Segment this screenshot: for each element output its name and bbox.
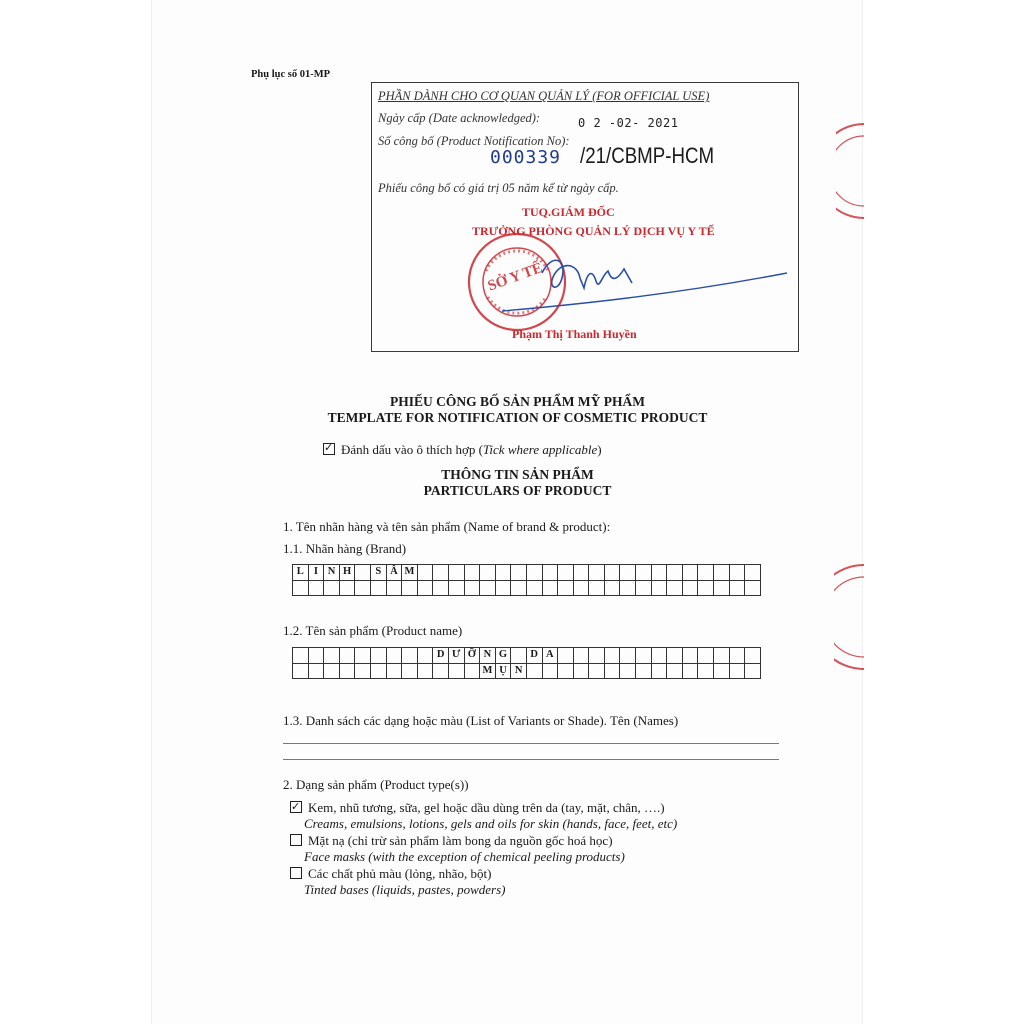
grid-cell <box>714 648 730 664</box>
grid-cell <box>355 663 371 679</box>
variants-line-1 <box>283 743 779 744</box>
grid-cell <box>589 565 605 581</box>
grid-cell <box>589 648 605 664</box>
grid-cell <box>604 580 620 596</box>
grid-cell <box>589 663 605 679</box>
grid-cell <box>526 663 542 679</box>
grid-cell <box>745 580 761 596</box>
grid-cell <box>745 648 761 664</box>
title-vi: PHIẾU CÔNG BỐ SẢN PHẨM MỸ PHẨM <box>390 394 645 409</box>
section-title-en: PARTICULARS OF PRODUCT <box>423 483 612 498</box>
grid-cell <box>511 648 527 664</box>
grid-cell: Ỡ <box>464 648 480 664</box>
product-type-option[interactable] <box>290 800 677 832</box>
grid-cell <box>729 648 745 664</box>
grid-cell <box>402 648 418 664</box>
grid-cell <box>604 663 620 679</box>
grid-cell <box>370 648 386 664</box>
grid-cell <box>651 648 667 664</box>
grid-cell <box>698 648 714 664</box>
grid-cell <box>526 580 542 596</box>
signature <box>492 233 792 323</box>
grid-cell <box>370 580 386 596</box>
grid-cell <box>355 565 371 581</box>
grid-cell <box>464 663 480 679</box>
grid-cell <box>417 580 433 596</box>
grid-cell <box>542 565 558 581</box>
grid-cell <box>308 663 324 679</box>
grid-cell: N <box>511 663 527 679</box>
grid-cell <box>324 580 340 596</box>
tick-note-close: ) <box>597 442 602 457</box>
product-type-vi: Kem, nhũ tương, sữa, gel hoặc dầu dùng trên da (tay, mặt, chân, ….) <box>308 800 665 815</box>
grid-cell <box>745 565 761 581</box>
grid-cell <box>293 663 309 679</box>
grid-cell: Ư <box>448 648 464 664</box>
grid-cell <box>729 663 745 679</box>
checkbox-icon[interactable] <box>290 834 302 846</box>
grid-cell <box>667 580 683 596</box>
grid-cell <box>620 565 636 581</box>
grid-cell <box>511 580 527 596</box>
grid-cell <box>480 580 496 596</box>
notification-number-suffix: /21/CBMP-HCM <box>580 143 715 168</box>
grid-cell: Â <box>386 565 402 581</box>
product-type-option[interactable] <box>290 833 625 865</box>
grid-cell <box>682 648 698 664</box>
grid-cell <box>355 580 371 596</box>
grid-cell <box>370 663 386 679</box>
tick-note-vi: Đánh dấu vào ô thích hợp ( <box>341 442 483 457</box>
checkbox-icon[interactable] <box>290 867 302 879</box>
question-1-1: 1.1. Nhãn hàng (Brand) <box>283 541 407 556</box>
grid-cell <box>433 565 449 581</box>
grid-cell: A <box>542 648 558 664</box>
grid-cell <box>417 565 433 581</box>
grid-cell: M <box>480 663 496 679</box>
grid-cell: N <box>324 565 340 581</box>
variants-line-2 <box>283 759 779 760</box>
section-title-vi: THÔNG TIN SẢN PHẨM <box>441 467 594 482</box>
grid-cell <box>339 580 355 596</box>
grid-cell <box>604 648 620 664</box>
grid-cell: D <box>433 648 449 664</box>
grid-cell <box>448 565 464 581</box>
grid-cell <box>636 565 652 581</box>
grid-cell <box>682 580 698 596</box>
signer-name: Phạm Thị Thanh Huyền <box>512 327 637 341</box>
tick-note-en: Tick where applicable <box>482 442 598 457</box>
grid-cell <box>636 648 652 664</box>
grid-cell <box>573 580 589 596</box>
grid-cell <box>636 580 652 596</box>
validity-note: Phiếu công bố có giá trị 05 năm kể từ ngày cấp. <box>378 181 619 195</box>
grid-cell <box>339 663 355 679</box>
date-acknowledged-value: 0 2 -02- 2021 <box>578 116 679 130</box>
grid-cell <box>573 565 589 581</box>
product-type-vi: Các chất phủ màu (lỏng, nhão, bột) <box>308 866 492 881</box>
grid-cell <box>526 565 542 581</box>
grid-cell <box>651 565 667 581</box>
grid-cell <box>714 565 730 581</box>
question-2: 2. Dạng sản phẩm (Product type(s)) <box>283 777 469 792</box>
product-type-en: Face masks (with the exception of chemical peeling products) <box>304 849 625 864</box>
grid-cell <box>417 648 433 664</box>
product-type-en: Tinted bases (liquids, pastes, powders) <box>304 882 506 897</box>
grid-cell <box>729 565 745 581</box>
product-name-grid <box>292 647 761 679</box>
title-en: TEMPLATE FOR NOTIFICATION OF COSMETIC PRODUCT <box>327 410 708 425</box>
grid-cell <box>667 565 683 581</box>
grid-cell <box>636 663 652 679</box>
grid-cell <box>573 663 589 679</box>
grid-cell <box>293 580 309 596</box>
grid-cell <box>651 663 667 679</box>
grid-cell <box>355 648 371 664</box>
grid-cell <box>511 565 527 581</box>
grid-cell: S <box>370 565 386 581</box>
grid-cell <box>667 663 683 679</box>
grid-cell <box>620 648 636 664</box>
grid-cell <box>542 663 558 679</box>
grid-cell <box>698 663 714 679</box>
grid-cell <box>308 580 324 596</box>
grid-cell <box>339 648 355 664</box>
signer-position-1: TUQ.GIÁM ĐỐC <box>522 205 615 219</box>
grid-cell <box>573 648 589 664</box>
grid-row <box>293 663 761 679</box>
grid-cell <box>386 580 402 596</box>
question-1-2: 1.2. Tên sản phẩm (Product name) <box>283 623 463 638</box>
grid-cell <box>448 663 464 679</box>
grid-cell <box>417 663 433 679</box>
grid-cell <box>495 565 511 581</box>
grid-cell <box>480 565 496 581</box>
grid-cell <box>698 580 714 596</box>
grid-cell <box>448 580 464 596</box>
grid-cell: L <box>293 565 309 581</box>
grid-cell <box>293 648 309 664</box>
tick-note-checkbox-icon <box>323 443 335 455</box>
stamp-text: SỞ Y TẾ <box>485 260 545 295</box>
brand-grid <box>292 564 761 596</box>
notification-number-label: Số công bố (Product Notification No): <box>378 134 570 148</box>
grid-row <box>293 580 761 596</box>
grid-cell <box>402 663 418 679</box>
grid-cell <box>558 663 574 679</box>
grid-cell <box>620 663 636 679</box>
grid-cell <box>589 580 605 596</box>
grid-cell: M <box>402 565 418 581</box>
grid-cell <box>495 580 511 596</box>
grid-cell: N <box>480 648 496 664</box>
grid-cell <box>714 580 730 596</box>
product-type-option[interactable] <box>290 866 506 898</box>
product-type-en: Creams, emulsions, lotions, gels and oils for skin (hands, face, feet, etc) <box>304 816 678 831</box>
signer-position-2: TRƯỞNG PHÒNG QUẢN LÝ DỊCH VỤ Y TẾ <box>472 224 715 238</box>
grid-cell <box>651 580 667 596</box>
grid-cell <box>464 565 480 581</box>
grid-cell <box>464 580 480 596</box>
grid-cell <box>682 565 698 581</box>
grid-cell <box>402 580 418 596</box>
grid-cell: G <box>495 648 511 664</box>
grid-row <box>293 565 761 581</box>
grid-cell: I <box>308 565 324 581</box>
grid-cell <box>745 663 761 679</box>
grid-cell <box>682 663 698 679</box>
grid-cell <box>604 565 620 581</box>
edge-stamp-top <box>836 122 866 220</box>
grid-cell <box>558 648 574 664</box>
grid-cell <box>620 580 636 596</box>
grid-cell <box>308 648 324 664</box>
tick-note <box>323 442 602 458</box>
grid-cell <box>558 580 574 596</box>
edge-stamp-bottom <box>834 563 866 671</box>
appendix-label: Phụ lục số 01-MP <box>251 69 331 80</box>
official-use-box <box>371 82 799 352</box>
official-title: PHẦN DÀNH CHO CƠ QUAN QUẢN LÝ (FOR OFFICIAL USE) <box>378 89 710 103</box>
grid-cell <box>386 648 402 664</box>
grid-cell <box>542 580 558 596</box>
grid-cell <box>433 663 449 679</box>
grid-cell: H <box>339 565 355 581</box>
grid-cell <box>324 648 340 664</box>
product-type-vi: Mặt nạ (chỉ trừ sản phẩm làm bong da nguồn gốc hoá học) <box>308 833 613 848</box>
date-acknowledged-label: Ngày cấp (Date acknowledged): <box>378 111 541 125</box>
grid-cell <box>714 663 730 679</box>
grid-cell <box>386 663 402 679</box>
question-1: 1. Tên nhãn hàng và tên sản phẩm (Name of brand & product): <box>283 519 611 534</box>
question-1-3: 1.3. Danh sách các dạng hoặc màu (List of Variants or Shade). Tên (Names) <box>283 713 679 728</box>
grid-cell <box>558 565 574 581</box>
notification-number-value: 000339 <box>490 147 562 168</box>
grid-row <box>293 648 761 664</box>
grid-cell <box>433 580 449 596</box>
grid-cell <box>698 565 714 581</box>
grid-cell: D <box>526 648 542 664</box>
checkbox-icon[interactable] <box>290 801 302 813</box>
grid-cell: Ụ <box>495 663 511 679</box>
grid-cell <box>324 663 340 679</box>
grid-cell <box>667 648 683 664</box>
grid-cell <box>729 580 745 596</box>
